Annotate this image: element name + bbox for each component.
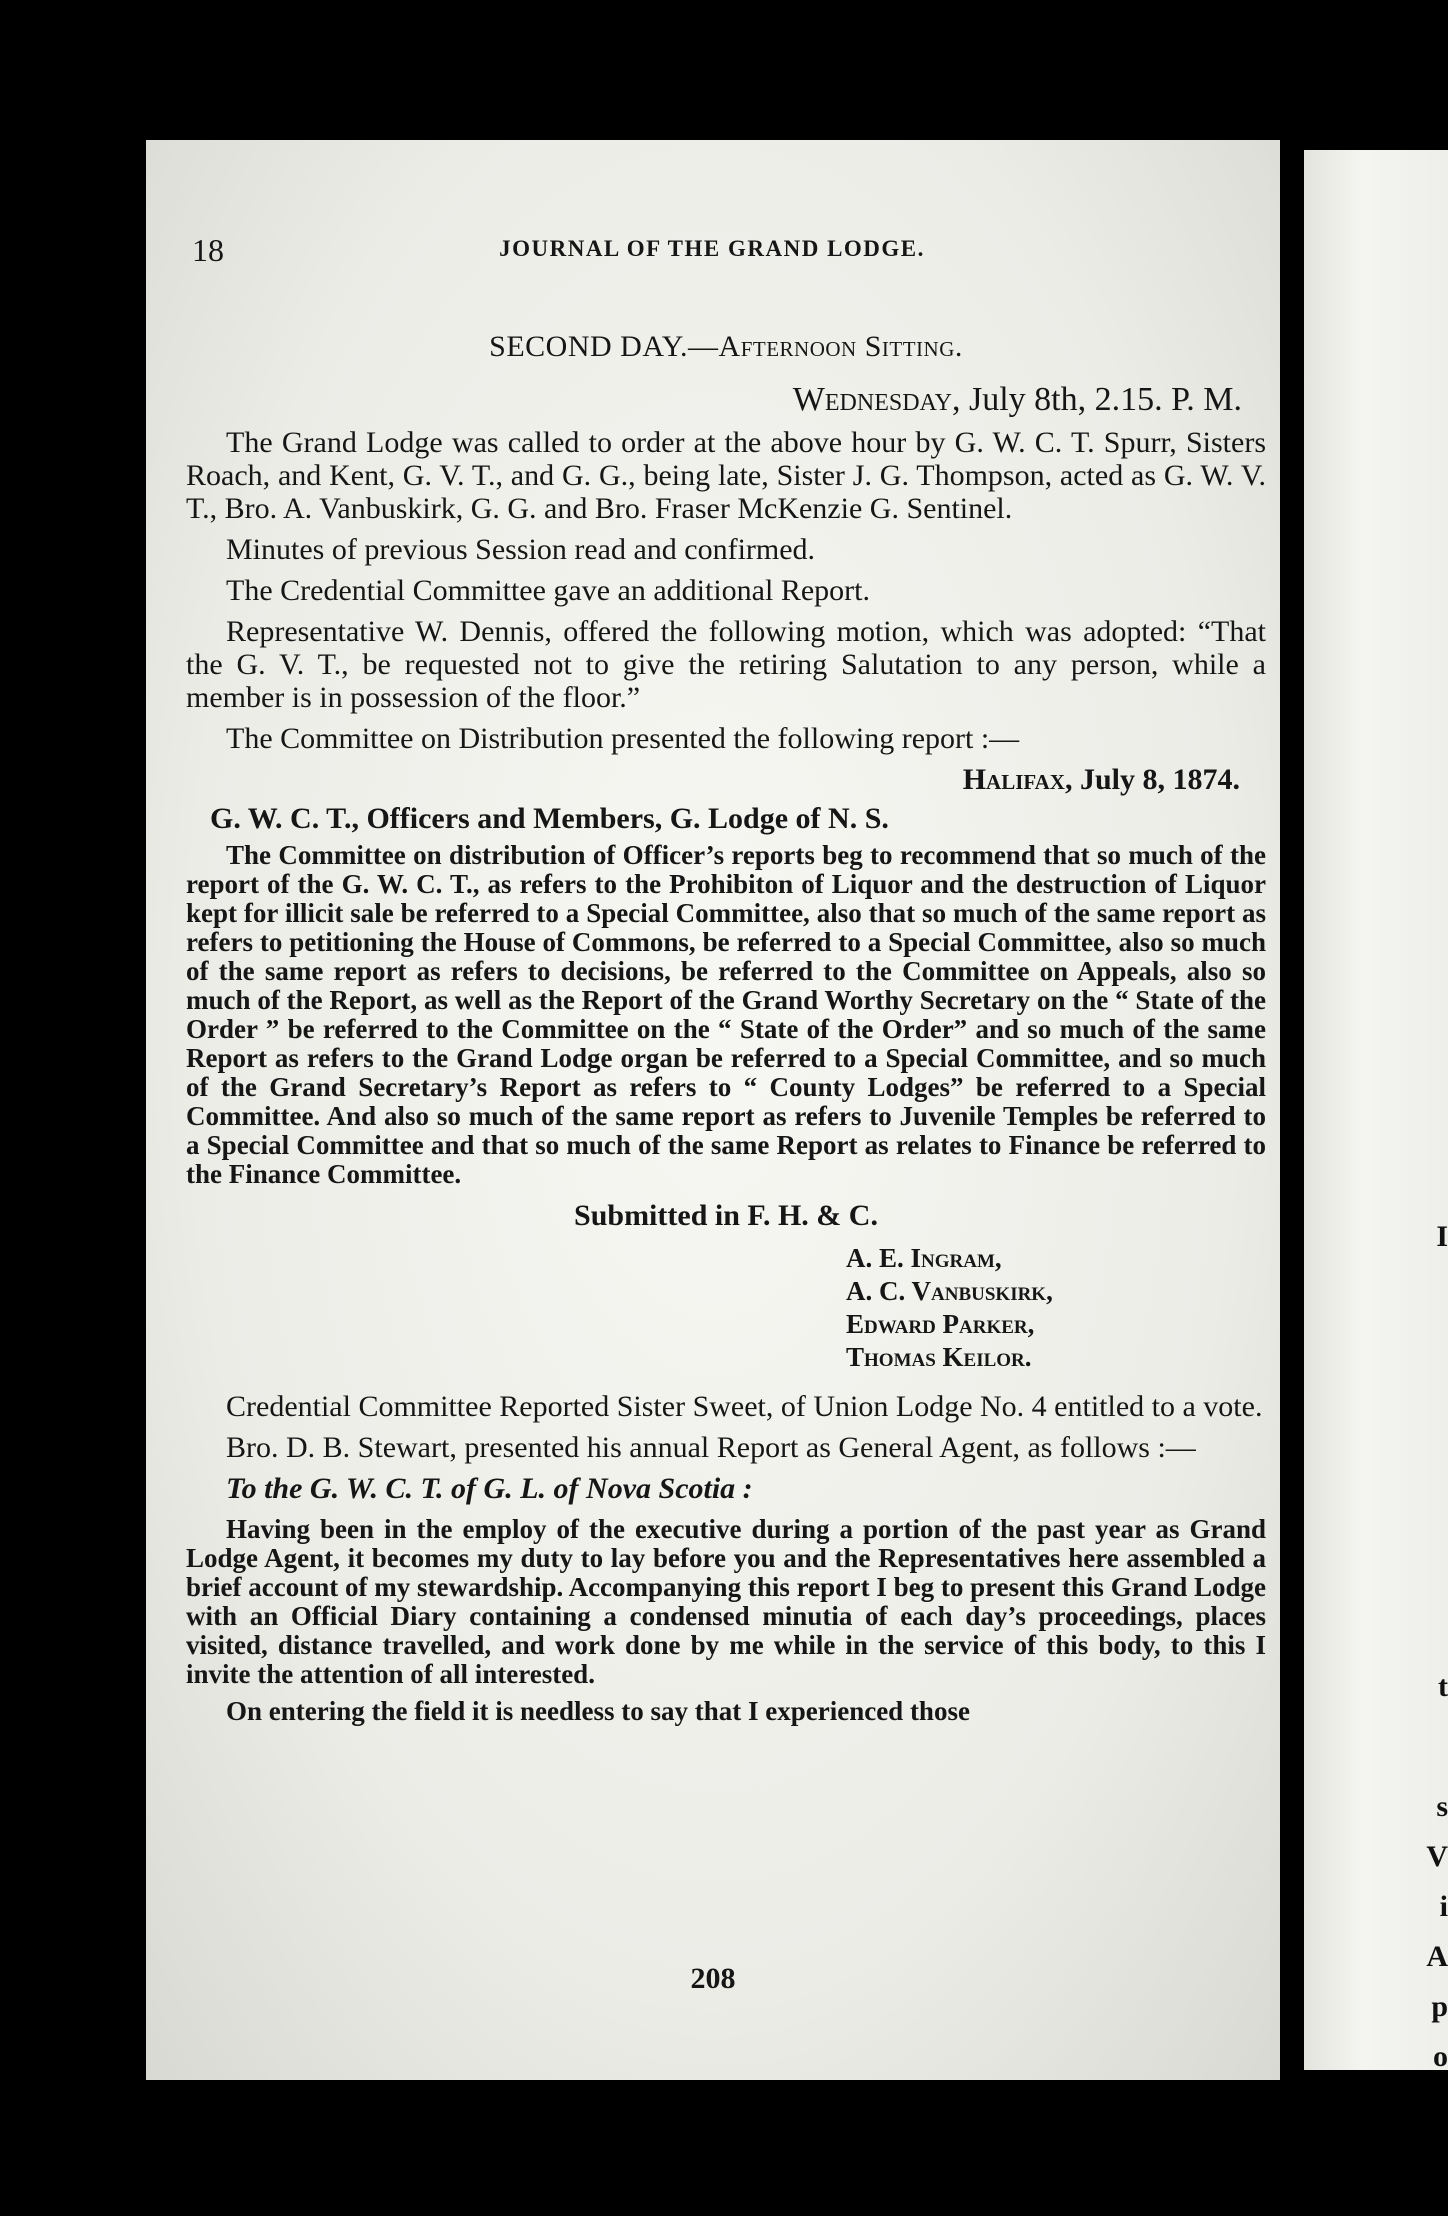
paragraph-credential-vote: Credential Committee Reported Sister Sweet, of Union Lodge No. 4 entitled to a vote. bbox=[226, 1390, 1263, 1423]
adjacent-fragment: A bbox=[1426, 1940, 1448, 1973]
dateline-rest: July 8th, 2.15. P. M. bbox=[960, 381, 1242, 418]
report-submitted: Submitted in F. H. & C. bbox=[574, 1199, 878, 1232]
report-date: July 8, 1874. bbox=[1072, 763, 1240, 796]
adjacent-fragment: p bbox=[1431, 1990, 1448, 2023]
agent-report-paragraph: On entering the field it is needless to say that I experienced those bbox=[226, 1696, 970, 1726]
agent-report-paragraph: Having been in the employ of the executive during a portion of the past year as Grand Lodge Agent, it becomes my duty to lay before you and the Representatives here assembled a brief account of my stewardship. Accompanying this report I beg to present this Grand Lodge with an Official Diary containing a condensed minutia of each day’s proceedings, places visited, distance travelled, and work done by me while in the service of this body, to this I invite the attention of all interested. bbox=[186, 1514, 1266, 1689]
signatory: A. E. Ingram, bbox=[846, 1243, 1002, 1273]
signatory: Thomas Keilor. bbox=[846, 1342, 1032, 1372]
section-heading-main: SECOND DAY.— bbox=[489, 330, 719, 363]
page-number: 18 bbox=[192, 232, 224, 268]
adjacent-fragment: i bbox=[1439, 1890, 1448, 1923]
report-place: Halifax, bbox=[962, 763, 1073, 796]
running-head bbox=[192, 232, 1232, 272]
paragraph-distribution-intro: The Committee on Distribution presented the following report :— bbox=[226, 722, 1020, 755]
paragraph-credential-report: The Credential Committee gave an additional Report. bbox=[226, 574, 870, 607]
session-dateline bbox=[186, 383, 1266, 416]
paragraph-agent-intro: Bro. D. B. Stewart, presented his annual Report as General Agent, as follows :— bbox=[226, 1431, 1196, 1464]
signatory: A. C. Vanbuskirk, bbox=[846, 1276, 1053, 1306]
agent-report-salutation: To the G. W. C. T. of G. L. of Nova Scotia : bbox=[226, 1472, 753, 1505]
page-content bbox=[186, 330, 1266, 1734]
journal-title: JOURNAL OF THE GRAND LODGE. bbox=[499, 236, 925, 261]
adjacent-page-edge bbox=[1304, 150, 1448, 2070]
document-page bbox=[146, 140, 1280, 2080]
section-heading bbox=[186, 330, 1266, 363]
report-body: The Committee on distribution of Officer’s reports beg to recommend that so much of the report of the G. W. C. T., as refers to the Prohibiton of Liquor and the destruction of Liquor kept for illicit sale be referred to a Special Committee, also that so much of the same report as refers to petitioning the House of Commons, be referred to a Special Committee, also so much of the same report as refers to decisions, be referred to the Committee on Appeals, also so much of the Report, as well as the Report of the Grand Worthy Secretary on the “ State of the Order ” be referred to the Committee on the “ State of the Order” and so much of the same Report as refers to the Grand Lodge organ be referred to a Special Committee, and so much of the Grand Secretary’s Report as refers to “ County Lodges” be referred to a Special Committee. And also so much of the same report as refers to Juvenile Temples be referred to a Special Committee and that so much of the same Report as relates to Finance be referred to the Finance Committee. bbox=[186, 840, 1266, 1189]
paragraph-motion: Representative W. Dennis, offered the following motion, which was adopted: “That the G. V. T., be requested not to give the retiring Salutation to any person, while a member is in possession of the floor.” bbox=[186, 615, 1266, 714]
adjacent-fragment: t bbox=[1438, 1670, 1448, 1703]
report-signatories bbox=[846, 1242, 1266, 1374]
paragraph-call-to-order: The Grand Lodge was called to order at the above hour by G. W. C. T. Spurr, Sisters Roach, and Kent, G. V. T., and G. G., being late, Sister J. G. Thompson, acted as G. W. V. T., Bro. A. Vanbuskirk, G. G. and Bro. Fraser McKenzie G. Sentinel. bbox=[186, 426, 1266, 525]
dateline-day: Wednesday, bbox=[792, 381, 961, 418]
signatory: Edward Parker, bbox=[846, 1309, 1035, 1339]
adjacent-fragment: V bbox=[1426, 1840, 1448, 1873]
paragraph-minutes: Minutes of previous Session read and confirmed. bbox=[226, 533, 816, 566]
bottom-folio: 208 bbox=[690, 1962, 736, 1995]
section-heading-sub: Afternoon Sitting. bbox=[718, 330, 963, 363]
report-address: G. W. C. T., Officers and Members, G. Lodge of N. S. bbox=[210, 802, 889, 835]
adjacent-fragment: o bbox=[1433, 2040, 1448, 2070]
page-gutter bbox=[1280, 140, 1304, 2080]
adjacent-fragment: s bbox=[1436, 1790, 1448, 1823]
report-dateline bbox=[186, 763, 1266, 796]
adjacent-fragment: I bbox=[1436, 1220, 1448, 1253]
